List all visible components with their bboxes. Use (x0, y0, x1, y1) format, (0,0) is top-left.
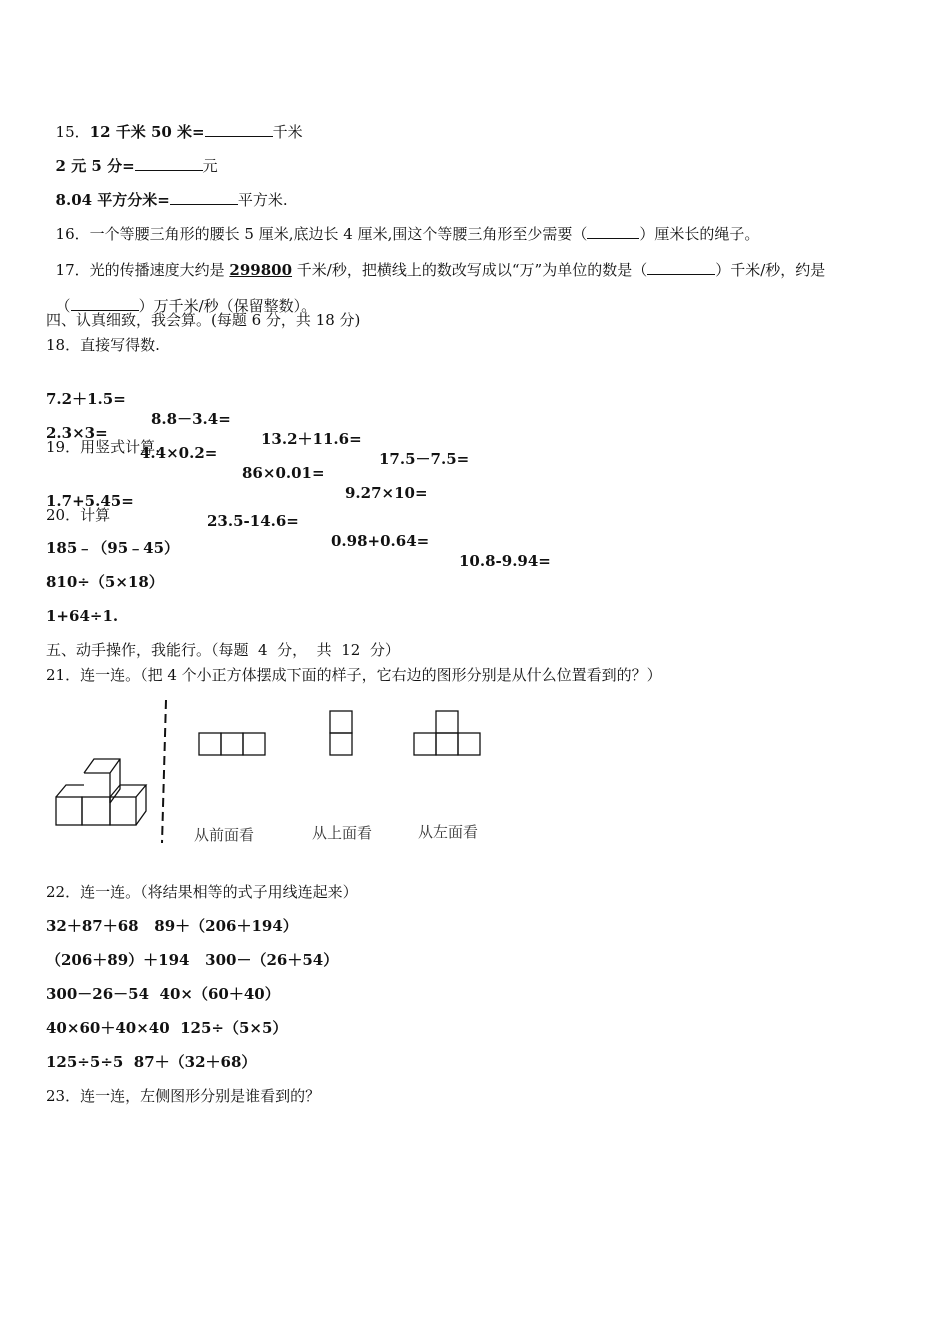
view-label-front: 从前面看 (194, 826, 255, 844)
expression: 2.3×3= (46, 424, 108, 442)
dashed-divider (162, 700, 166, 843)
underlined-number: 299800 (229, 261, 293, 279)
cube-stack-drawing (56, 759, 146, 825)
expression: 9.27×10= (345, 484, 428, 502)
expression: 0.98+0.64= (331, 532, 430, 550)
q15-line1: 15．12 千米 50 米= 千米 (55, 123, 303, 141)
match-row: 40×60＋40×40 125÷（5×5） (46, 1019, 288, 1037)
expression: 86×0.01= (242, 464, 325, 482)
top-view-shape (330, 711, 352, 755)
expression: 4.4×0.2= (140, 444, 218, 462)
expression: 10.8-9.94= (459, 552, 551, 570)
answer-blank[interactable] (205, 122, 273, 137)
expression: 13.2＋11.6= (261, 430, 362, 448)
view-label-top: 从上面看 (312, 824, 373, 842)
q16-line: 16．一个等腰三角形的腰长 5 厘米,底边长 4 厘米,围这个等腰三角形至少需要（ ）厘米长的绳子。 (55, 225, 760, 243)
match-row: （206＋89）＋194 300－（26＋54） (46, 951, 339, 969)
q22-title: 22．连一连。（将结果相等的式子用线连起来） (46, 883, 358, 901)
expression: 23.5-14.6= (207, 512, 299, 530)
match-row: 125÷5÷5 87＋（32＋68） (46, 1053, 257, 1071)
answer-blank[interactable] (170, 190, 238, 205)
answer-blank[interactable] (587, 224, 639, 239)
q17-line2: （ ）万千米/秒（保留整数）。 (55, 297, 317, 315)
front-view-shape (199, 733, 265, 755)
answer-blank[interactable] (71, 296, 139, 311)
answer-blank[interactable] (135, 156, 203, 171)
match-row: 32＋87＋68 89＋（206＋194） (46, 917, 298, 935)
expression: 1+64÷1. (46, 607, 119, 625)
expression: 1.7+5.45= (46, 492, 134, 510)
q18-title: 18．直接写得数. (46, 336, 160, 354)
expression: 810÷（5×18） (46, 573, 164, 591)
q15-line3: 8.04 平方分米= 平方米. (55, 191, 288, 209)
q23-title: 23．连一连，左侧图形分别是谁看到的？ (46, 1087, 321, 1105)
q15-line2: 2 元 5 分= 元 (55, 157, 218, 175)
cube-views-figure (46, 695, 506, 855)
expression: 17.5－7.5= (379, 450, 470, 468)
expression: 7.2＋1.5= (46, 390, 126, 408)
q20-title: 20．计算 (46, 506, 111, 524)
answer-blank[interactable] (647, 260, 715, 275)
q17-line1: 17．光的传播速度大约是 299800 千米/秒，把横线上的数改写成以“万”为单位的数是（ ）千米/秒，约是 (55, 261, 826, 279)
q21-title: 21．连一连。（把 4 个小正方体摆成下面的样子，它右边的图形分别是从什么位置看到的？） (46, 666, 662, 684)
view-label-left: 从左面看 (418, 823, 479, 841)
left-view-shape (414, 711, 480, 755)
match-row: 300－26－54 40×（60＋40） (46, 985, 280, 1003)
q19-title: 19．用竖式计算. (46, 438, 160, 456)
expression: 185﹣（95﹣45） (46, 539, 180, 557)
expression: 8.8－3.4= (151, 410, 231, 428)
section5-title: 五、动手操作，我能行。（每题 4 分， 共 12 分） (46, 641, 400, 659)
section4-title: 四、认真细致，我会算。(每题 6 分，共 18 分) (46, 311, 361, 329)
